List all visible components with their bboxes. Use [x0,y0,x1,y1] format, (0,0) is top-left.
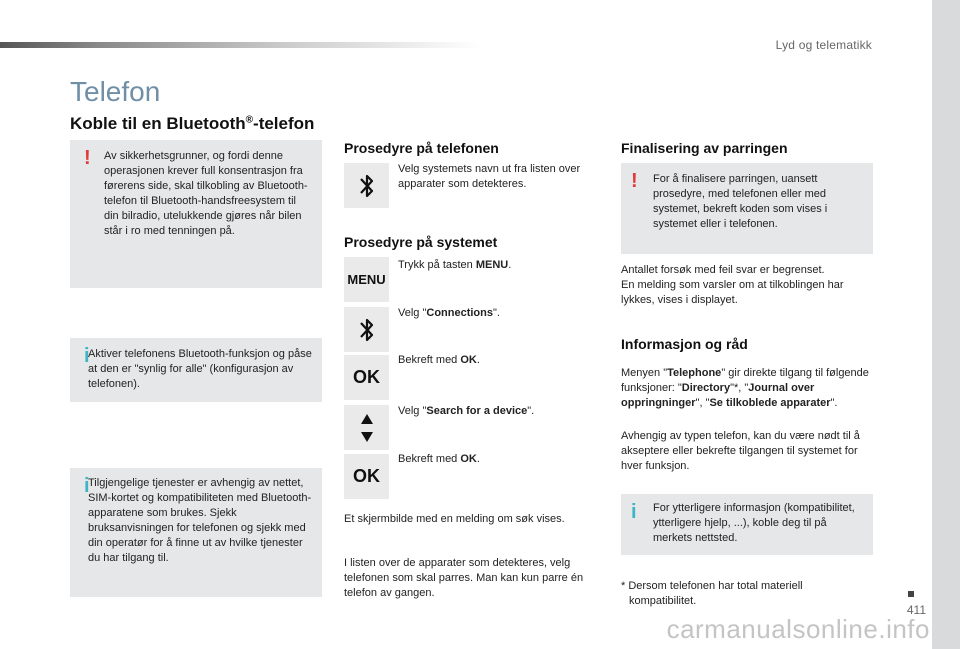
info-text: Aktiver telefonens Bluetooth-funksjon og påse at den er "synlig for alle" (konfigurasjon av telefonen). [88,348,312,390]
more-info-text: For ytterligere informasjon (kompatibilitet, ytterligere hjelp, ...), koble deg til på merkets nettsted. [653,502,855,544]
up-down-arrows-icon [344,405,389,450]
section-label: Lyd og telematikk [775,38,872,52]
side-tab-strip [932,0,960,649]
system-step-2: Velg "Connections". [398,307,500,319]
info-advice-heading: Informasjon og råd [621,336,748,352]
warning-text: Av sikkerhetsgrunner, og fordi denne operasjonen krever full konsentrasjon fra førerens side, skal tilkobling av Bluetooth-telefon til Bluetooth-handsfreesystem til din bilradio, utelukkende gjøres når bilen står i ro med tenningen på. [104,150,308,237]
finalisation-heading: Finalisering av parringen [621,140,788,156]
page-number: 411 [906,603,926,617]
ok-key-icon: OK [344,355,389,400]
services-info-box [70,468,322,597]
warning-icon: ! [84,147,91,169]
system-procedure-heading: Prosedyre på systemet [344,234,498,250]
warning-icon: ! [631,170,638,192]
info-icon: i [631,501,637,523]
select-phone-note: I listen over de apparater som detekteres, velg telefonen som skal parres. Man kan kun parre én telefon av gangen. [344,557,584,599]
search-screen-note: Et skjermbilde med en melding om søk vises. [344,513,565,525]
page-marker [908,591,914,597]
system-step-3: Bekreft med OK. [398,354,480,366]
page-title: Telefon [70,76,161,107]
footnote: * Dersom telefonen har total materiell kompatibilitet. [621,580,803,607]
bluetooth-activation-info-box [70,338,322,402]
finalisation-warning-text: For å finalisere parringen, uansett prosedyre, med telefonen eller med systemet, bekreft koden som vises i systemet eller i telefonen. [653,173,828,230]
system-step-4: Velg "Search for a device". [398,405,535,417]
more-info-box [621,494,873,555]
access-confirmation-paragraph: Avhengig av typen telefon, kan du være nødt til å akseptere eller bekrefte tilgangen til systemet for hver funksjon. [621,430,860,472]
header-gradient-bar [0,42,480,48]
system-step-5: Bekreft med OK. [398,453,480,465]
section-subtitle: Koble til en Bluetooth®-telefon [70,114,315,133]
bluetooth-icon [344,307,389,352]
attempts-note: Antallet forsøk med feil svar er begrenset. [621,264,825,276]
menu-key-icon: MENU [344,257,389,302]
watermark: carmanualsonline.info [666,614,930,644]
phone-step-text: Velg systemets navn ut fra listen over apparater som detekteres. [398,163,581,190]
safety-warning-box [70,140,322,288]
finalisation-warning-box [621,163,873,254]
ok-key-icon: OK [344,454,389,499]
info-icon: i [84,475,90,497]
phone-procedure-heading: Prosedyre på telefonen [344,140,499,156]
info-icon: i [84,345,90,367]
bluetooth-icon [344,163,389,208]
system-step-1: Trykk på tasten MENU. [398,259,512,271]
success-note: En melding som varsler om at tilkoblingen har lykkes, vises i displayet. [621,279,844,306]
info-text: Tilgjengelige tjenester er avhengig av nettet, SIM-kortet og kompatibiliteten med Bluetooth-apparatene som brukes. Sjekk bruksanvisningen for telefonen og sjekk med din operatør for å finne ut av hvilke tjenester du har tilgang til. [88,477,312,564]
telephone-menu-paragraph: Menyen "Telephone" gir direkte tilgang til følgende funksjoner: "Directory"*, "Journal over oppringninger", "Se tilkoblede apparater". [621,367,869,409]
